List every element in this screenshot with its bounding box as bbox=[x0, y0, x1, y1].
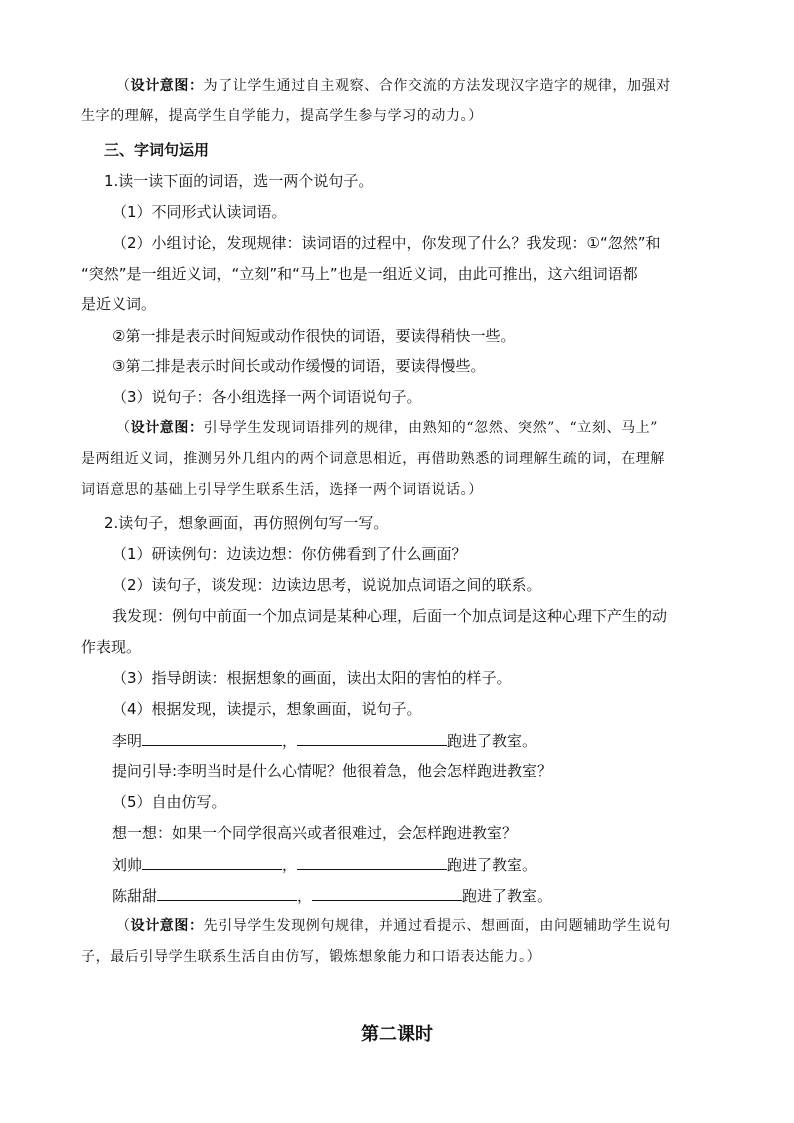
lesson-title: 第二课时 bbox=[361, 1024, 433, 1045]
fill-blank[interactable] bbox=[297, 730, 447, 746]
q1-step-1: （1）不同形式认读词语。 bbox=[112, 203, 287, 221]
fill-blank[interactable] bbox=[312, 885, 462, 901]
question-2: 2.读句子，想象画面，再仿照例句写一写。 bbox=[104, 514, 389, 532]
fill-sentence-chentiantian: 陈甜甜 ， 跑进了教室。 bbox=[112, 887, 553, 905]
design-intent-2-line2: 是两组近义词，推测另外几组内的两个词意思相近，再借助熟悉的词理解生疏的词，在理解 bbox=[81, 451, 665, 467]
question-1: 1.读一读下面的词语，选一两个说句子。 bbox=[104, 172, 374, 190]
q1-step-2-line3: 是近义词。 bbox=[81, 295, 157, 313]
design-intent-2-line1: （设计意图：引导学生发现词语排列的规律，由熟知的“忽然、突然”、“立刻、马上” bbox=[116, 420, 659, 436]
q2-step-2: （2）读句子，谈发现：边读边思考，说说加点词语之间的联系。 bbox=[112, 576, 542, 594]
design-intent-1-line2: 生字的理解，提高学生自学能力，提高学生参与学习的动力。） bbox=[81, 108, 483, 124]
q1-step-2-point3: ③第二排是表示时间长或动作缓慢的词语，要读得慢些。 bbox=[112, 357, 486, 375]
q1-step-2-point2: ②第一排是表示时间短或动作很快的词语，要读得稍快一些。 bbox=[112, 327, 516, 345]
q2-step-3: （3）指导朗读：根据想象的画面，读出太阳的害怕的样子。 bbox=[112, 669, 512, 687]
fill-blank[interactable] bbox=[157, 885, 297, 901]
q2-step-5: （5）自由仿写。 bbox=[112, 793, 227, 811]
q1-step-2-line1: （2）小组讨论，发现规律：读词语的过程中，你发现了什么？我发现：①“忽然”和 bbox=[112, 234, 661, 252]
section-heading: 三、字词句运用 bbox=[104, 141, 210, 159]
design-intent-label: 设计意图： bbox=[130, 918, 204, 934]
design-intent-3-line2: 子，最后引导学生联系生活自由仿写，锻炼想象能力和口语表达能力。） bbox=[81, 949, 542, 965]
q2-step-4: （4）根据发现，读提示，想象画面，说句子。 bbox=[112, 700, 422, 718]
guiding-question: 提问引导:李明当时是什么心情呢？他很着急，他会怎样跑进教室？ bbox=[112, 762, 553, 780]
q1-step-2-line2: “突然”是一组近义词，“立刻”和“马上”也是一组近义词，由此可推出，这六组词语都 bbox=[81, 265, 638, 283]
fill-sentence-liming: 李明 ， 跑进了教室。 bbox=[112, 732, 538, 750]
q1-step-3: （3）说句子：各小组选择一两个词语说句子。 bbox=[112, 388, 422, 406]
q2-step-1: （1）研读例句：边读边想：你仿佛看到了什么画面？ bbox=[112, 545, 467, 563]
design-intent-1-line1: （设计意图：为了让学生通过自主观察、合作交流的方法发现汉字造字的规律，加强对 bbox=[116, 78, 671, 94]
design-intent-3-line1: （设计意图：先引导学生发现例句规律，并通过看提示、想画面，由问题辅助学生说句 bbox=[116, 918, 671, 934]
q2-finding-line2: 作表现。 bbox=[81, 638, 142, 656]
fill-blank[interactable] bbox=[142, 854, 282, 870]
design-intent-label: 设计意图： bbox=[130, 420, 204, 436]
fill-blank[interactable] bbox=[297, 854, 447, 870]
design-intent-2-line3: 词语意思的基础上引导学生联系生活，选择一两个词语说话。） bbox=[81, 482, 483, 498]
design-intent-label: 设计意图： bbox=[130, 78, 204, 94]
fill-sentence-liushuai: 刘帅 ， 跑进了教室。 bbox=[112, 856, 538, 874]
think-prompt: 想一想：如果一个同学很高兴或者很难过，会怎样跑进教室？ bbox=[112, 824, 518, 842]
q2-finding-line1: 我发现：例句中前面一个加点词是某种心理，后面一个加点词是这种心理下产生的动 bbox=[112, 607, 668, 625]
fill-blank[interactable] bbox=[142, 730, 282, 746]
